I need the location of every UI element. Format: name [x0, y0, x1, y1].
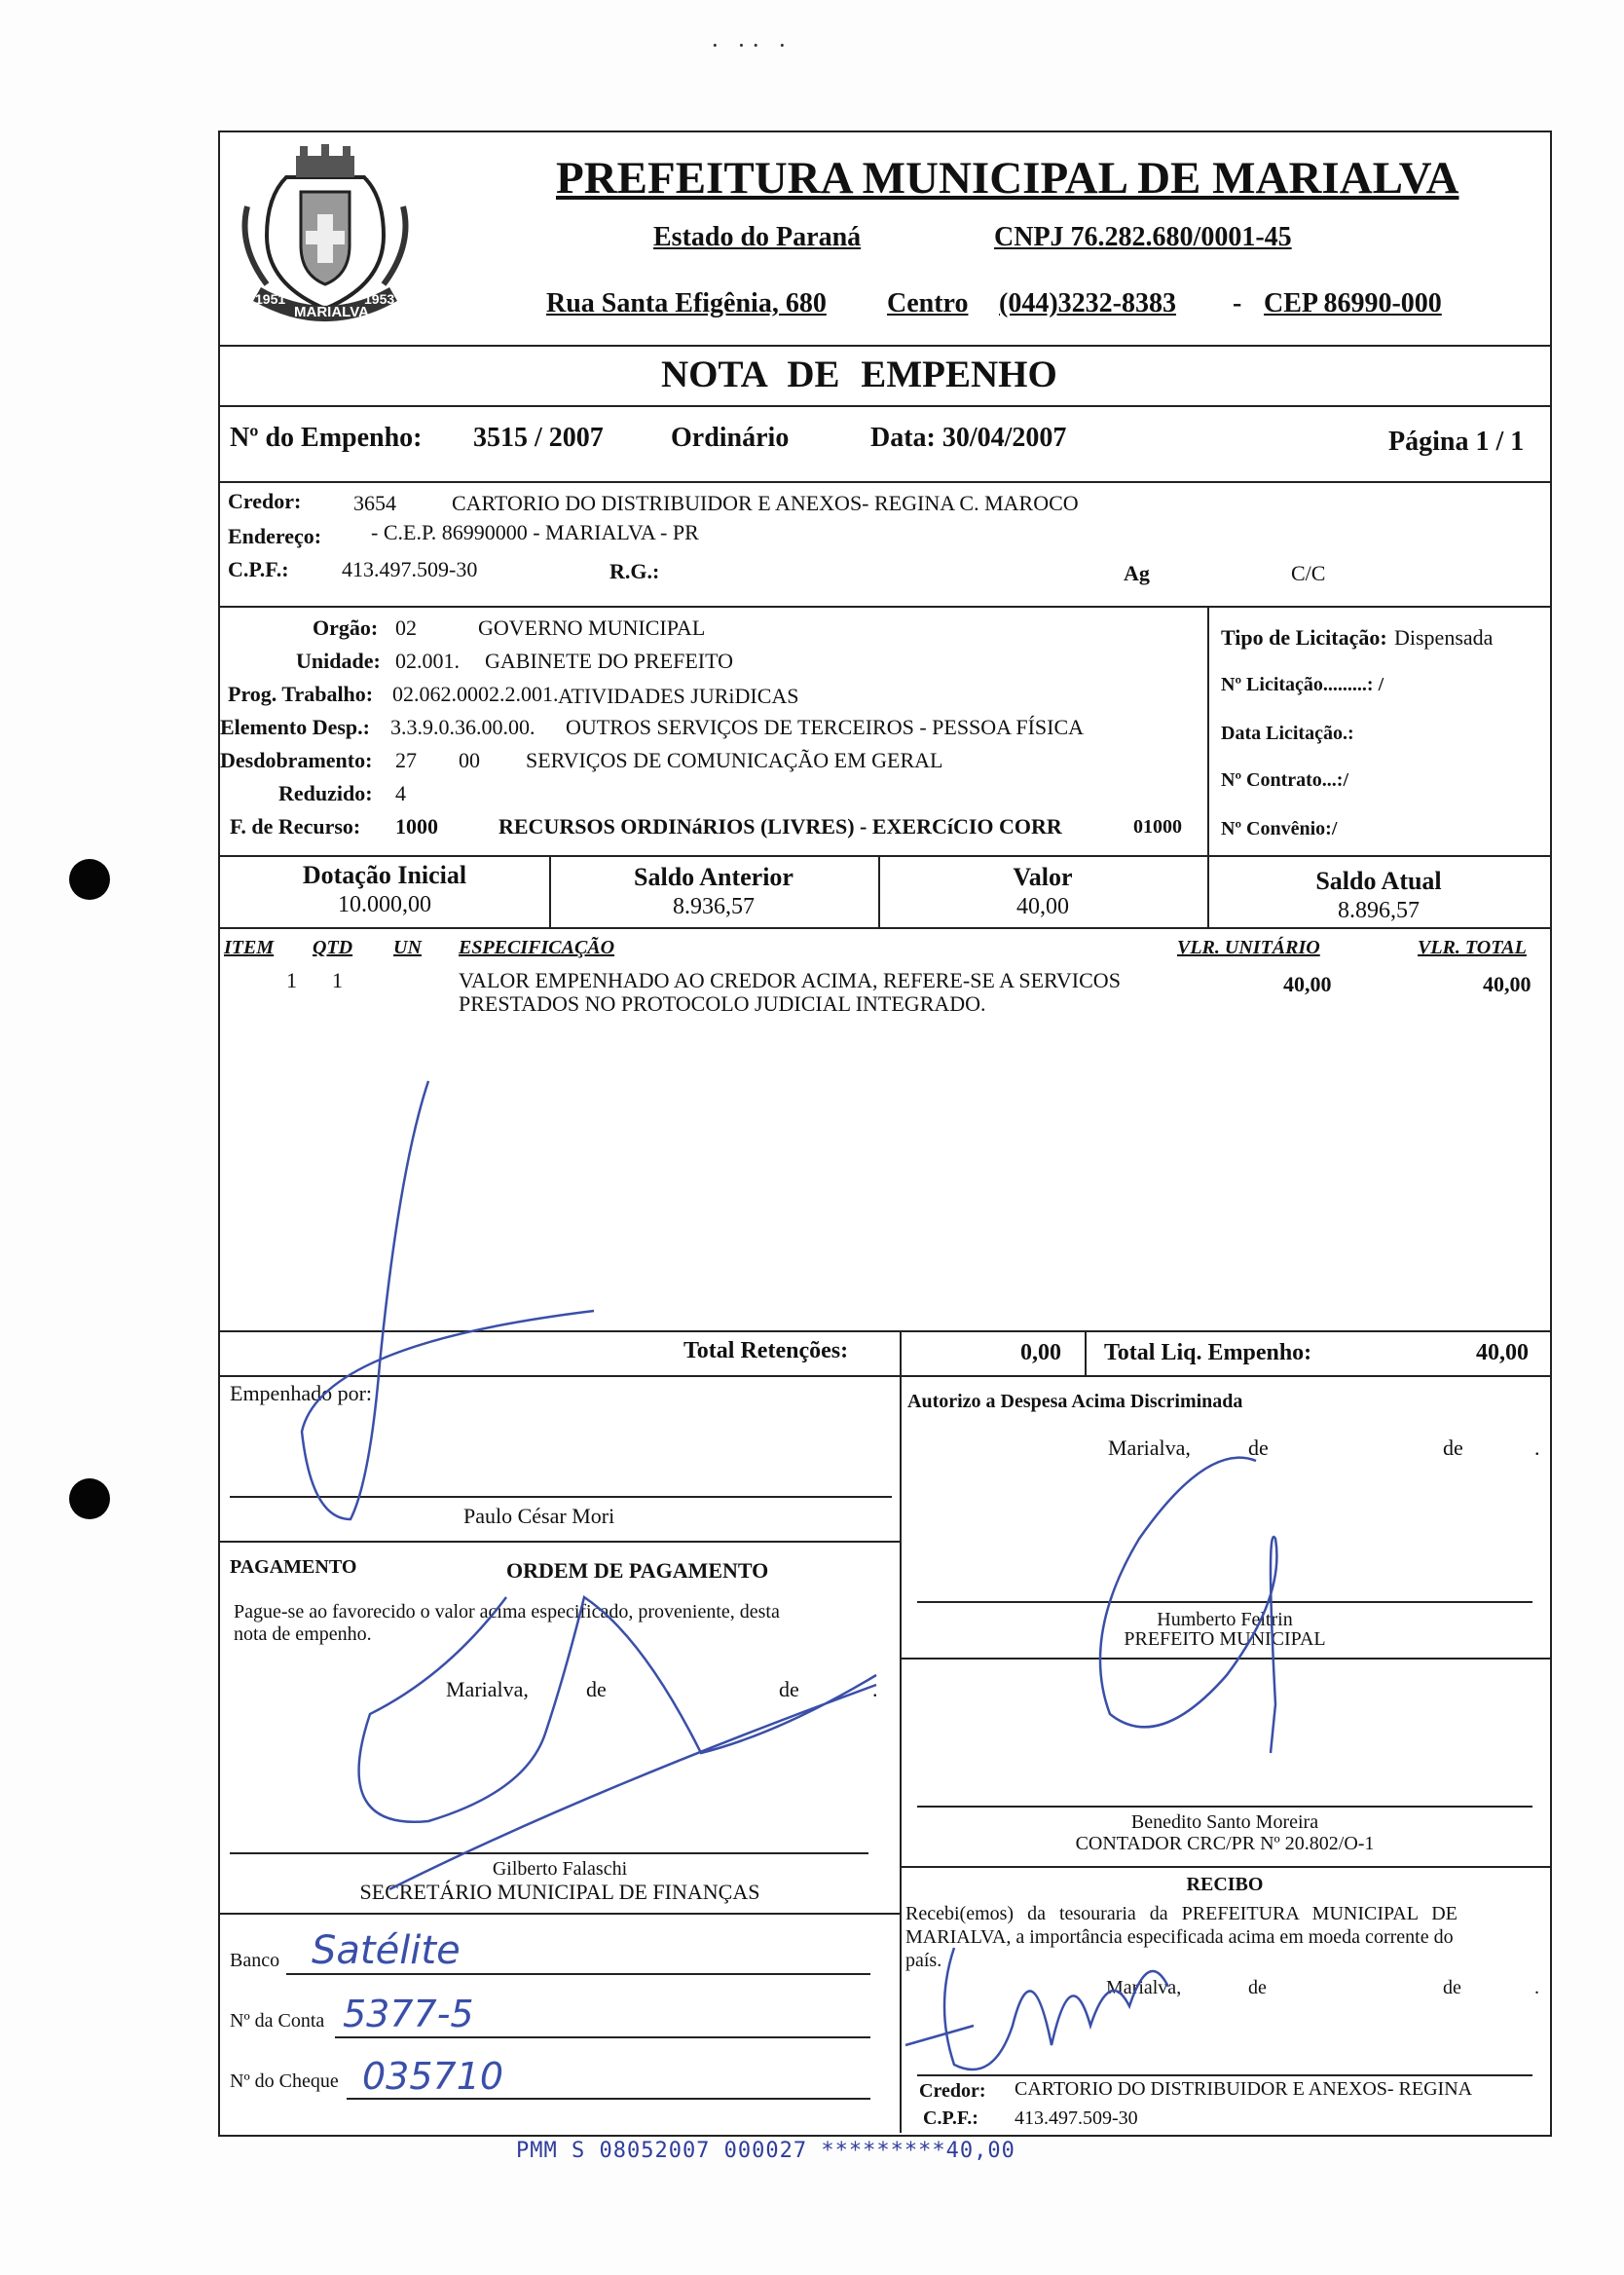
header-separator: - [1233, 288, 1242, 318]
contador-name: Benedito Santo Moreira [1130, 1811, 1319, 1833]
state-name: Estado do Paraná [653, 222, 862, 252]
row-spec-line2: PRESTADOS NO PROTOCOLO JUDICIAL INTEGRADO. [459, 991, 986, 1016]
signature-paulo [302, 1081, 594, 1519]
licitacao-convenio: Nº Convênio:/ [1221, 818, 1338, 839]
col-unit: VLR. UNITÁRIO [1177, 937, 1320, 958]
recibo-credor-label: Credor: [919, 2080, 986, 2102]
crest-year-right: 1953 [364, 291, 395, 307]
crest-year-left: 1951 [255, 291, 286, 307]
recurso-sub: 01000 [1133, 816, 1182, 838]
prog-label: Prog. Trabalho: [228, 682, 374, 706]
pagamento-label: PAGAMENTO [230, 1556, 357, 1578]
address-label: Endereço: [228, 524, 322, 548]
licitacao-tipo-label: Tipo de Licitação: [1221, 625, 1387, 650]
row-qtd: 1 [332, 968, 343, 992]
doc-title: NOTA DE EMPENHO [661, 354, 1057, 395]
row-unit: 40,00 [1283, 972, 1332, 996]
pagamento-place: Marialva, [446, 1677, 529, 1701]
conta-value: 5377-5 [343, 1993, 474, 2035]
ordem-pagamento: ORDEM DE PAGAMENTO [506, 1558, 769, 1583]
recibo-text-line3: país. [905, 1950, 942, 1971]
conta-label: Nº da Conta [230, 2010, 325, 2032]
reduzido-value: 4 [395, 781, 406, 805]
row-total: 40,00 [1483, 972, 1532, 996]
recurso-name: RECURSOS ORDINáRIOS (LIVRES) - EXERCíCIO CORR [498, 814, 1062, 839]
pagamento-text-line2: nota de empenho. [234, 1623, 372, 1645]
cheque-value: 035710 [362, 2055, 504, 2098]
autorizo-role: PREFEITO MUNICIPAL [1124, 1628, 1326, 1650]
empenho-number: 3515 / 2007 [473, 423, 604, 453]
unidade-name: GABINETE DO PREFEITO [485, 649, 734, 673]
empenhado-name: Paulo César Mori [463, 1504, 615, 1528]
autorizo-label: Autorizo a Despesa Acima Discriminada [907, 1391, 1243, 1412]
valor-label: Valor [1013, 863, 1073, 891]
pagamento-dot: . [872, 1677, 878, 1701]
col-total: VLR. TOTAL [1418, 937, 1527, 958]
empenhado-label: Empenhado por: [230, 1381, 373, 1405]
signature-gilberto [359, 1597, 876, 1889]
recibo-de1: de [1248, 1977, 1267, 1998]
autorizo-de2: de [1443, 1436, 1463, 1460]
saldo-atual-label: Saldo Atual [1315, 867, 1442, 895]
dotacao-value: 10.000,00 [338, 892, 431, 917]
credor-code: 3654 [353, 491, 396, 515]
banco-value: Satélite [312, 1928, 461, 1973]
ag-label: Ag [1124, 561, 1150, 585]
col-spec: ESPECIFICAÇÃO [459, 937, 615, 958]
recibo-de2: de [1443, 1977, 1461, 1998]
unidade-code: 02.001. [395, 649, 460, 673]
saldo-atual-value: 8.896,57 [1338, 898, 1420, 923]
licitacao-data: Data Licitação.: [1221, 723, 1354, 744]
retencoes-value: 0,00 [1020, 1340, 1061, 1365]
liquido-label: Total Liq. Empenho: [1104, 1340, 1312, 1365]
credor-address: - C.E.P. 86990000 - MARIALVA - PR [371, 520, 699, 544]
desdob-name: SERVIÇOS DE COMUNICAÇÃO EM GERAL [526, 748, 943, 772]
recibo-credor-name: CARTORIO DO DISTRIBUIDOR E ANEXOS- REGINA [1015, 2078, 1473, 2100]
desdob-sub: 00 [459, 748, 480, 772]
reduzido-label: Reduzido: [278, 781, 373, 805]
cep: CEP 86990-000 [1264, 288, 1442, 318]
empenho-date: Data: 30/04/2007 [870, 423, 1067, 453]
recibo-dot: . [1534, 1977, 1539, 1998]
recibo-cpf-label: C.P.F.: [923, 2107, 978, 2129]
empenho-number-label: Nº do Empenho: [230, 423, 423, 453]
dotacao-label: Dotação Inicial [302, 861, 467, 889]
retencoes-label: Total Retenções: [683, 1338, 849, 1363]
pagamento-de1: de [586, 1677, 607, 1701]
rg-label: R.G.: [609, 559, 660, 583]
signature-humberto [1100, 1458, 1276, 1753]
col-item: ITEM [224, 937, 275, 958]
prog-code: 02.062.0002.2.001. [392, 682, 559, 706]
autorizo-place: Marialva, [1108, 1436, 1191, 1460]
elemento-code: 3.3.9.0.36.00.00. [390, 715, 535, 739]
desdob-label: Desdobramento: [220, 748, 373, 772]
orgao-code: 02 [395, 615, 417, 640]
crest-text: MARIALVA [294, 304, 369, 320]
liquido-value: 40,00 [1476, 1340, 1529, 1365]
cc-label: C/C [1291, 561, 1326, 585]
autorizo-de1: de [1248, 1436, 1269, 1460]
recibo-text-line2: MARIALVA, a importância especificada acima em moeda corrente do [905, 1926, 1454, 1948]
row-spec-line1: VALOR EMPENHADO AO CREDOR ACIMA, REFERE-SE A SERVICOS [459, 968, 1121, 992]
recurso-code: 1000 [395, 814, 438, 839]
recibo-place: Marialva, [1106, 1977, 1182, 1998]
prog-name: ATIVIDADES JURiDICAS [558, 684, 799, 708]
credor-label: Credor: [228, 489, 302, 513]
desdob-code: 27 [395, 748, 417, 772]
street-address: Rua Santa Efigênia, 680 [546, 288, 827, 318]
cpf-label: C.P.F.: [228, 557, 289, 581]
recibo-title: RECIBO [1186, 1874, 1264, 1895]
licitacao-tipo: Dispensada [1394, 625, 1494, 650]
licitacao-numero: Nº Licitação.........: / [1221, 674, 1384, 695]
autorizo-dot: . [1534, 1436, 1540, 1460]
licitacao-contrato: Nº Contrato...:/ [1221, 769, 1349, 791]
pagamento-text-line1: Pague-se ao favorecido o valor acima especificado, proveniente, desta [234, 1601, 780, 1622]
valor-value: 40,00 [1016, 894, 1069, 919]
empenho-page: Página 1 / 1 [1388, 427, 1525, 457]
pagamento-de2: de [779, 1677, 799, 1701]
recibo-text-line1: Recebi(emos) da tesouraria da PREFEITURA MUNICIPAL DE [905, 1903, 1458, 1924]
elemento-name: OUTROS SERVIÇOS DE TERCEIROS - PESSOA FÍSICA [566, 715, 1085, 739]
col-qtd: QTD [313, 937, 353, 958]
banco-label: Banco [230, 1950, 280, 1971]
col-un: UN [393, 937, 422, 958]
orgao-name: GOVERNO MUNICIPAL [478, 615, 706, 640]
recurso-label: F. de Recurso: [230, 814, 361, 839]
signature-recibo [905, 1948, 1168, 2070]
saldo-anterior-label: Saldo Anterior [634, 863, 794, 891]
row-item: 1 [286, 968, 297, 992]
elemento-label: Elemento Desp.: [220, 715, 370, 739]
saldo-anterior-value: 8.936,57 [673, 894, 755, 919]
recibo-cpf: 413.497.509-30 [1015, 2107, 1138, 2129]
unidade-label: Unidade: [296, 649, 381, 673]
credor-cpf: 413.497.509-30 [342, 557, 478, 581]
mechanical-stamp: PMM S 08052007 000027 *********40,00 [516, 2139, 1015, 2163]
district: Centro [887, 288, 969, 318]
empenho-type: Ordinário [671, 423, 790, 453]
cheque-label: Nº do Cheque [230, 2070, 339, 2092]
scan-specks: · ·· · [711, 31, 793, 59]
cnpj: CNPJ 76.282.680/0001-45 [994, 222, 1292, 252]
pagamento-name: Gilberto Falaschi [492, 1858, 628, 1880]
municipality-title: PREFEITURA MUNICIPAL DE MARIALVA [556, 153, 1459, 204]
orgao-label: Orgão: [313, 615, 379, 640]
credor-name: CARTORIO DO DISTRIBUIDOR E ANEXOS- REGINA C. MAROCO [452, 491, 1079, 515]
phone: (044)3232-8383 [999, 288, 1176, 318]
contador-role: CONTADOR CRC/PR Nº 20.802/O-1 [1075, 1833, 1375, 1854]
autorizo-name: Humberto Feltrin [1157, 1609, 1293, 1630]
pagamento-role: SECRETÁRIO MUNICIPAL DE FINANÇAS [359, 1880, 760, 1904]
